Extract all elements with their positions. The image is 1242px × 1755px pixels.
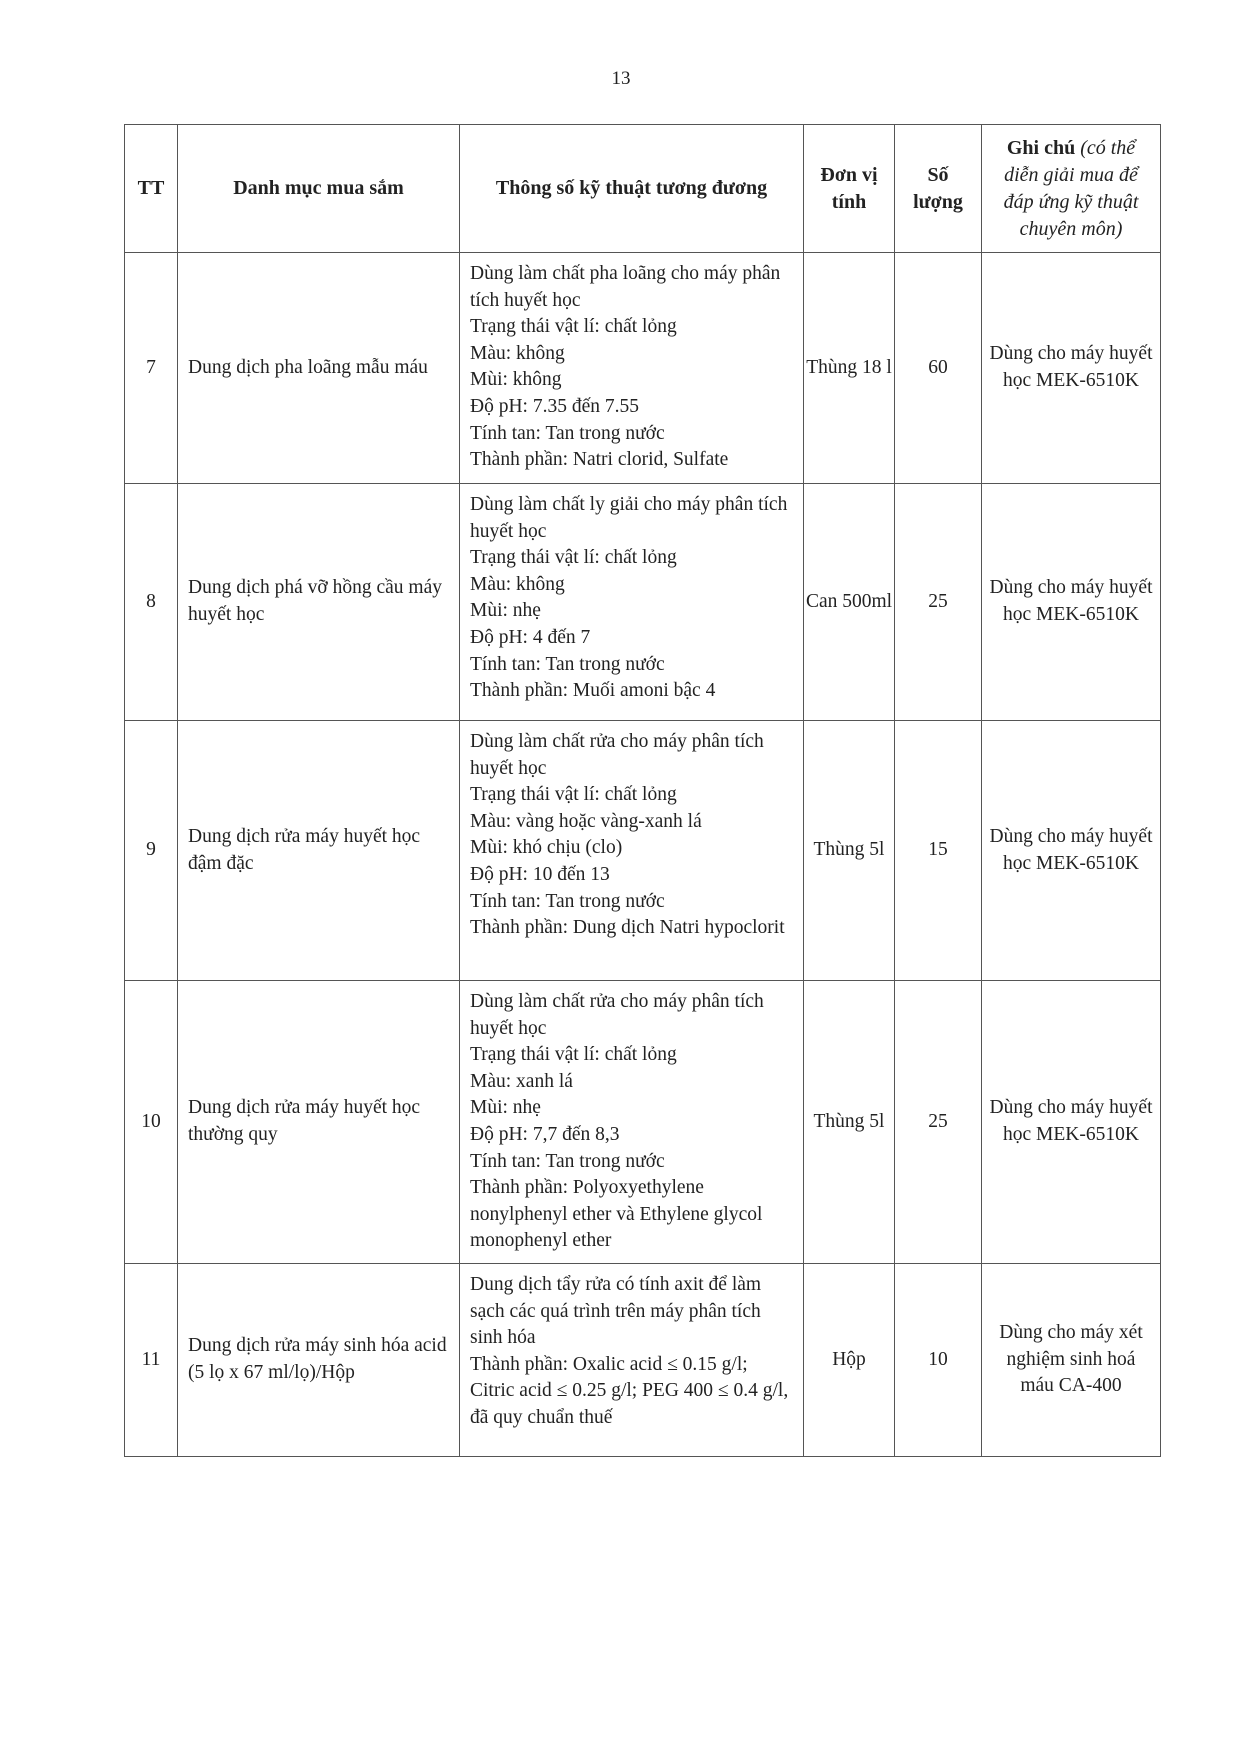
procurement-table [124, 124, 1161, 1457]
spec-line: Độ pH: 4 đến 7 [470, 626, 591, 648]
row-spec [460, 484, 804, 721]
table-row [125, 253, 1161, 484]
row-qty: 25 [895, 484, 982, 721]
row-spec [460, 253, 804, 484]
spec-line: Mùi: khó chịu (clo) [470, 837, 623, 859]
spec-line: Màu: vàng hoặc vàng-xanh lá [470, 810, 702, 832]
row-item: Dung dịch rửa máy huyết học đậm đặc [178, 721, 460, 981]
header-tt: TT [125, 125, 178, 253]
row-unit: Hộp [804, 1263, 895, 1456]
spec-line: Trạng thái vật lí: chất lỏng [470, 547, 677, 569]
spec-line: Tính tan: Tan trong nước [470, 422, 665, 444]
spec-line: Dùng làm chất rửa cho máy phân tích huyết học [470, 731, 764, 779]
table-row [125, 484, 1161, 721]
row-qty: 15 [895, 721, 982, 981]
table-row [125, 981, 1161, 1264]
row-note: Dùng cho máy xét nghiệm sinh hoá máu CA-400 [982, 1263, 1161, 1456]
spec-line: Độ pH: 10 đến 13 [470, 863, 610, 885]
row-spec [460, 721, 804, 981]
row-item: Dung dịch rửa máy sinh hóa acid (5 lọ x 67 ml/lọ)/Hộp [178, 1263, 460, 1456]
row-note: Dùng cho máy huyết học MEK-6510K [982, 253, 1161, 484]
spec-line: Màu: không [470, 573, 565, 595]
spec-line: Dùng làm chất ly giải cho máy phân tích huyết học [470, 494, 788, 542]
row-spec [460, 1263, 804, 1456]
spec-line: Trạng thái vật lí: chất lỏng [470, 316, 677, 338]
row-qty: 60 [895, 253, 982, 484]
spec-line: Tính tan: Tan trong nước [470, 1150, 665, 1172]
row-unit: Thùng 18 l [804, 253, 895, 484]
header-unit: Đơn vị tính [804, 125, 895, 253]
row-note: Dùng cho máy huyết học MEK-6510K [982, 484, 1161, 721]
table-row [125, 721, 1161, 981]
row-unit: Thùng 5l [804, 981, 895, 1264]
spec-line: Dùng làm chất rửa cho máy phân tích huyết học [470, 991, 764, 1039]
row-tt: 8 [125, 484, 178, 721]
row-tt: 10 [125, 981, 178, 1264]
spec-line: Tính tan: Tan trong nước [470, 653, 665, 675]
row-note: Dùng cho máy huyết học MEK-6510K [982, 981, 1161, 1264]
row-qty: 25 [895, 981, 982, 1264]
row-spec [460, 981, 804, 1264]
spec-line: Tính tan: Tan trong nước [470, 890, 665, 912]
spec-line: Dung dịch tẩy rửa có tính axit để làm sạch các quá trình trên máy phân tích sinh hóa [470, 1273, 762, 1349]
spec-line: Độ pH: 7.35 đến 7.55 [470, 395, 639, 417]
spec-line: Trạng thái vật lí: chất lỏng [470, 1044, 677, 1066]
spec-line: Mùi: nhẹ [470, 600, 541, 622]
spec-line: Mùi: nhẹ [470, 1097, 541, 1119]
row-unit: Can 500ml [804, 484, 895, 721]
row-note: Dùng cho máy huyết học MEK-6510K [982, 721, 1161, 981]
table-header-row [125, 125, 1161, 253]
table-row [125, 1263, 1161, 1456]
header-item: Danh mục mua sắm [178, 125, 460, 253]
spec-line: Trạng thái vật lí: chất lỏng [470, 784, 677, 806]
spec-line: Thành phần: Natri clorid, Sulfate [470, 449, 729, 471]
page-number: 13 [611, 68, 631, 89]
row-unit: Thùng 5l [804, 721, 895, 981]
header-note-label: Ghi chú [1006, 136, 1076, 159]
spec-line: Màu: không [470, 342, 565, 364]
spec-line: Dùng làm chất pha loãng cho máy phân tích huyết học [470, 263, 781, 311]
row-tt: 9 [125, 721, 178, 981]
header-note [982, 125, 1161, 253]
header-spec: Thông số kỹ thuật tương đương [460, 125, 804, 253]
spec-line: Thành phần: Polyoxyethylene nonylphenyl ether và Ethylene glycol monophenyl ether [470, 1177, 763, 1252]
row-item: Dung dịch phá vỡ hồng cầu máy huyết học [178, 484, 460, 721]
spec-line: Mùi: không [470, 369, 562, 391]
row-tt: 11 [125, 1263, 178, 1456]
spec-line: Thành phần: Muối amoni bậc 4 [470, 680, 716, 702]
spec-line: Độ pH: 7,7 đến 8,3 [470, 1123, 620, 1145]
spec-line: Màu: xanh lá [470, 1070, 573, 1092]
header-qty: Số lượng [895, 125, 982, 253]
row-item: Dung dịch rửa máy huyết học thường quy [178, 981, 460, 1264]
spec-line: Thành phần: Dung dịch Natri hypoclorit [470, 917, 785, 939]
row-tt: 7 [125, 253, 178, 484]
row-qty: 10 [895, 1263, 982, 1456]
header-note-italic: (có thể diễn giải mua để đáp ứng kỹ thuật chuyên môn) [1003, 136, 1139, 240]
spec-line: Thành phần: Oxalic acid ≤ 0.15 g/l; Citric acid ≤ 0.25 g/l; PEG 400 ≤ 0.4 g/l, đã quy chuẩn thuế [470, 1353, 789, 1428]
row-item: Dung dịch pha loãng mẫu máu [178, 253, 460, 484]
